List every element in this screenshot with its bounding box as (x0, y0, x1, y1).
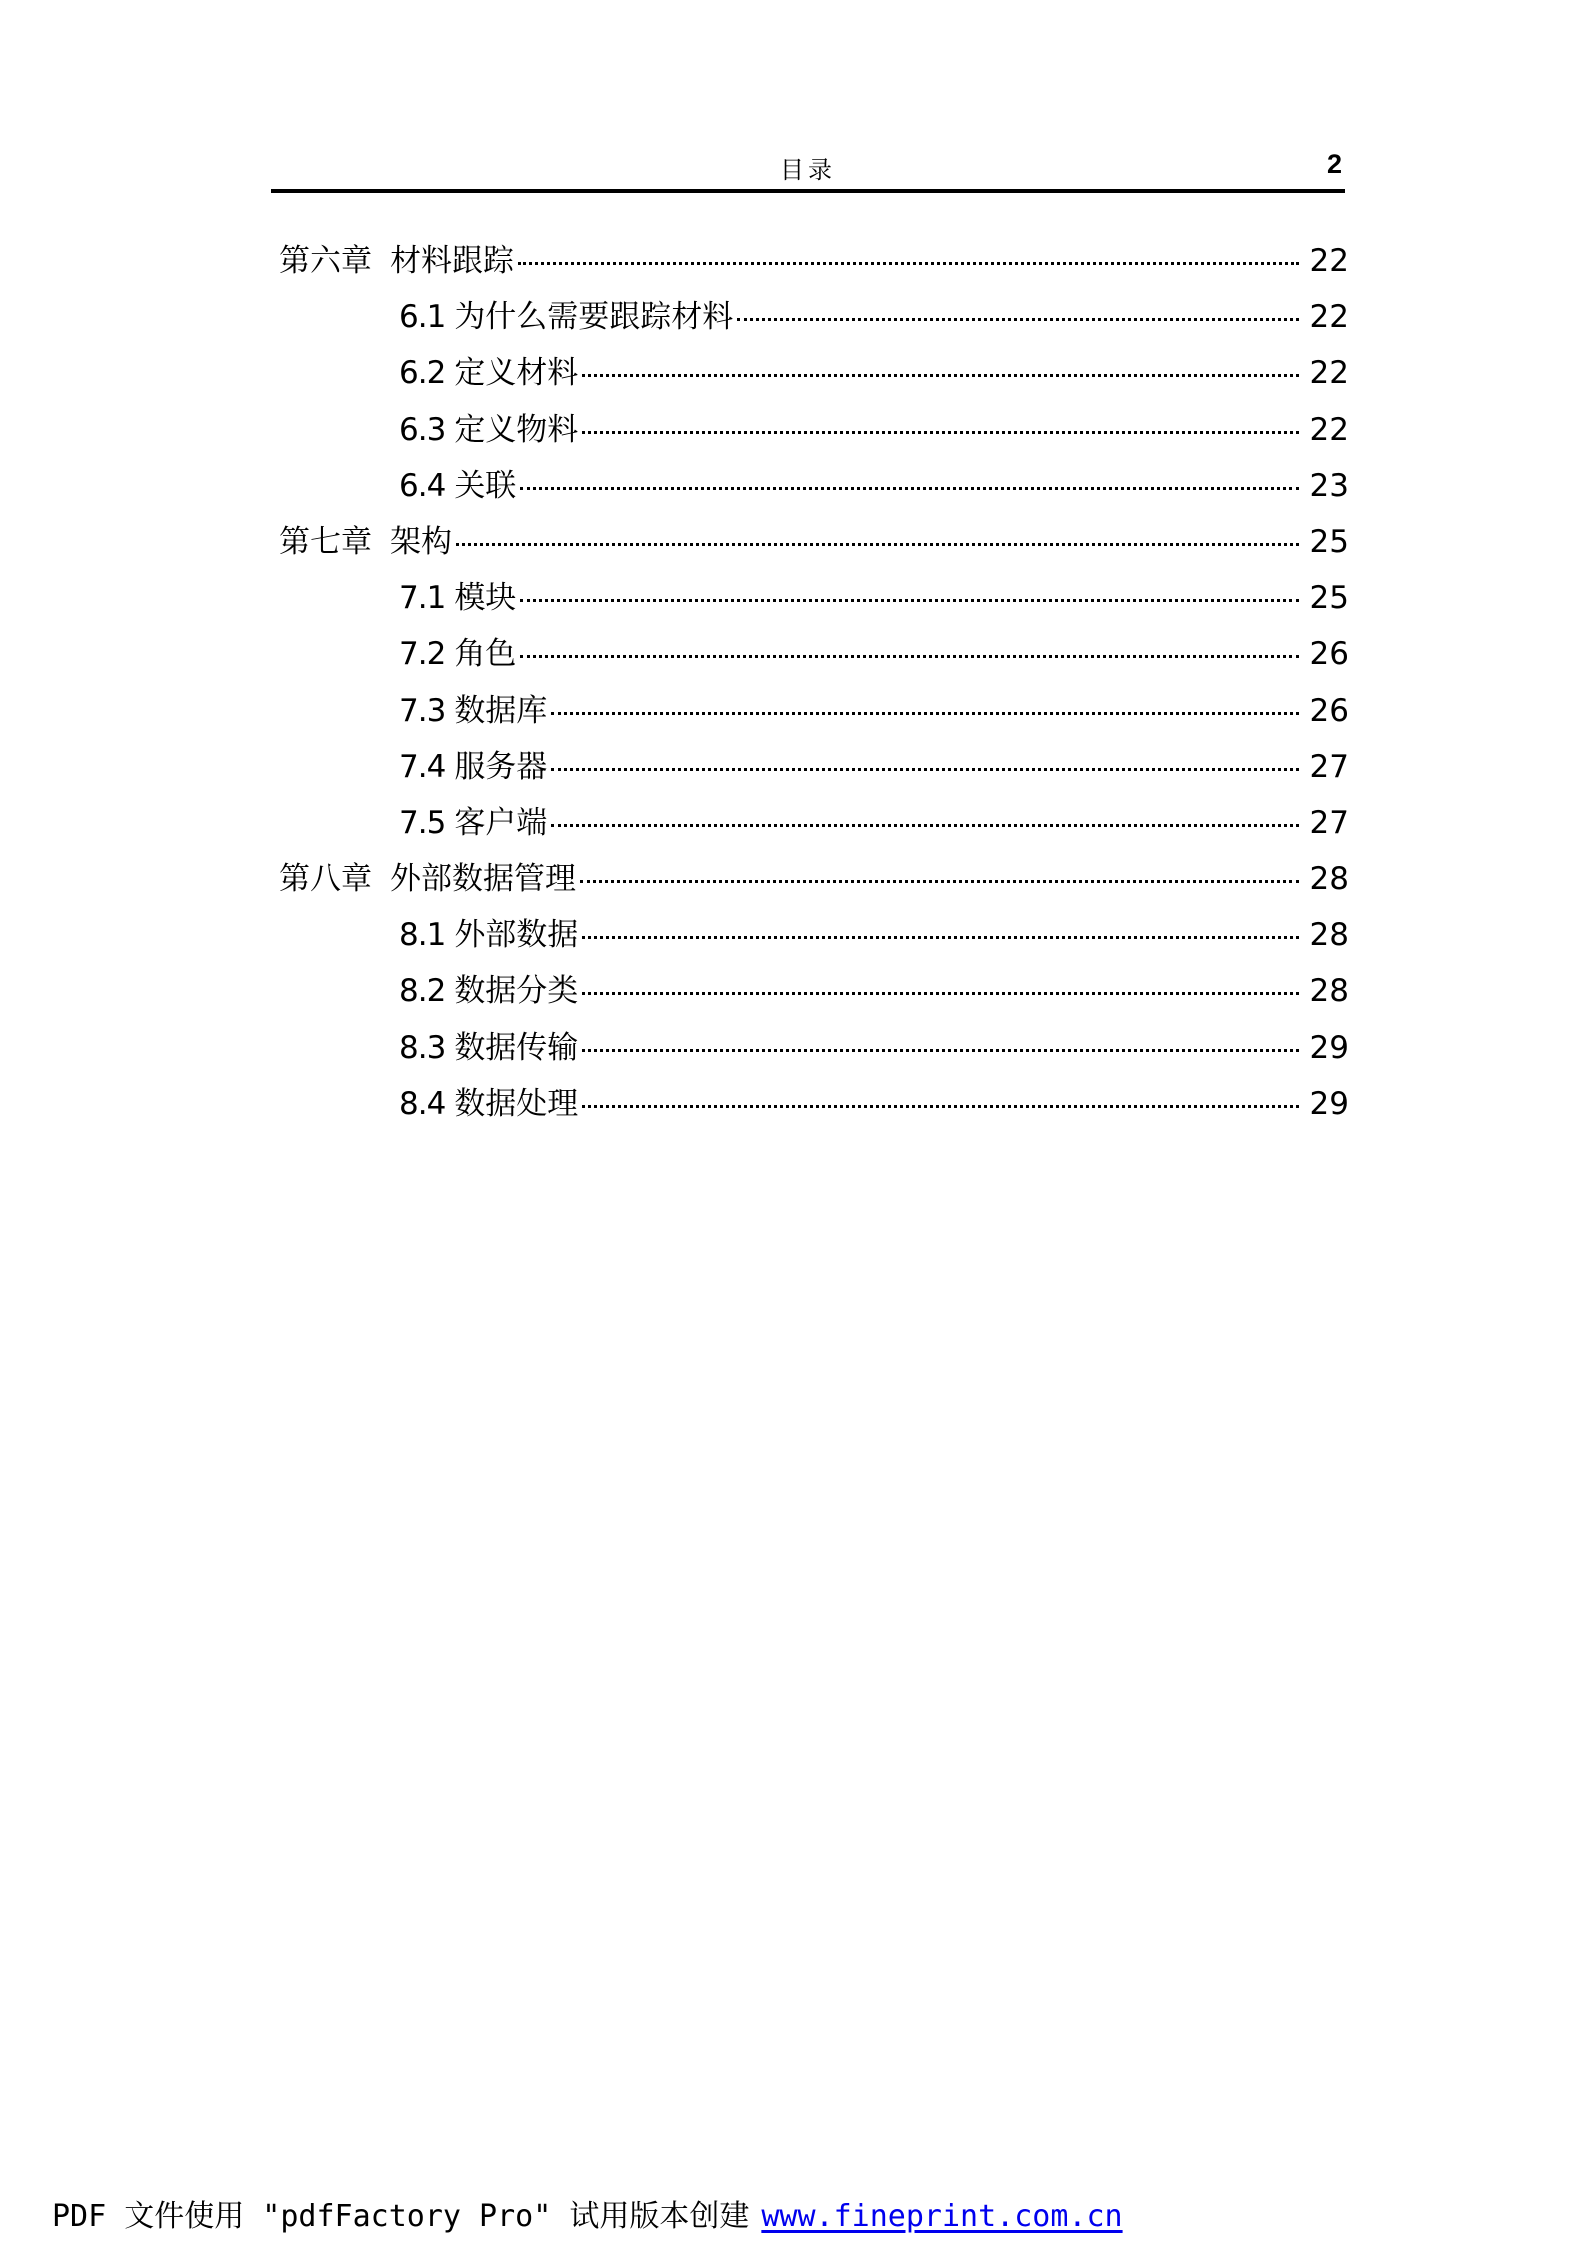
chapter-title: 架构 (390, 523, 452, 560)
toc-section-6-2[interactable] (279, 353, 1349, 409)
section-title: 角色 (454, 636, 517, 673)
toc-entry-label (279, 522, 452, 562)
toc-chapter-6[interactable] (279, 241, 1349, 297)
section-number: 8.4 (399, 1085, 446, 1122)
section-number: 7.1 (399, 580, 446, 617)
toc-page-number: 27 (1309, 804, 1349, 841)
toc-section-7-1[interactable] (279, 578, 1349, 634)
section-number: 8.2 (399, 973, 446, 1010)
toc-page-number: 22 (1309, 243, 1349, 279)
section-title: 定义材料 (454, 355, 579, 392)
section-title: 数据处理 (454, 1085, 579, 1122)
toc-page-number: 29 (1309, 1029, 1349, 1066)
section-number: 7.5 (399, 804, 446, 841)
dot-leader (520, 599, 1299, 602)
section-number: 7.4 (399, 748, 446, 785)
chapter-prefix: 第六章 (279, 243, 372, 279)
dot-leader (518, 262, 1299, 265)
section-number: 7.3 (399, 692, 446, 729)
section-title: 外部数据 (454, 917, 579, 954)
section-title: 数据传输 (454, 1029, 579, 1066)
toc-section-8-4[interactable] (279, 1084, 1349, 1140)
toc-page-number: 28 (1309, 973, 1349, 1010)
section-title: 为什么需要跟踪材料 (454, 299, 734, 336)
header-title: 目录 (780, 156, 836, 184)
dot-leader (520, 487, 1299, 490)
fineprint-link[interactable]: www.fineprint.com.cn (761, 2199, 1123, 2234)
dot-leader (737, 318, 1299, 321)
toc-chapter-8[interactable] (279, 859, 1349, 915)
toc-section-6-3[interactable] (279, 410, 1349, 466)
chapter-prefix: 第七章 (279, 523, 372, 560)
section-number: 6.1 (399, 299, 446, 336)
watermark-text: PDF 文件使用 "pdfFactory Pro" 试用版本创建 (52, 2199, 750, 2234)
dot-leader (582, 992, 1299, 995)
toc-section-8-1[interactable] (279, 915, 1349, 971)
toc-section-7-3[interactable] (279, 691, 1349, 747)
dot-leader (456, 543, 1299, 546)
toc-page-number: 26 (1309, 636, 1349, 673)
toc-page-number: 25 (1309, 580, 1349, 617)
table-of-contents (279, 241, 1349, 1140)
toc-page-number: 22 (1309, 299, 1349, 336)
page-header (271, 140, 1345, 190)
section-number: 8.1 (399, 917, 446, 954)
toc-section-7-4[interactable] (279, 747, 1349, 803)
toc-page-number: 22 (1309, 355, 1349, 392)
section-title: 服务器 (454, 748, 548, 785)
toc-section-7-5[interactable] (279, 803, 1349, 859)
toc-page-number: 28 (1309, 917, 1349, 954)
section-number: 8.3 (399, 1029, 446, 1066)
dot-leader (582, 1049, 1299, 1052)
dot-leader (582, 1105, 1299, 1108)
toc-page-number: 23 (1309, 467, 1349, 504)
toc-page-number: 26 (1309, 692, 1349, 729)
pdf-watermark-footer (52, 2191, 1123, 2235)
toc-chapter-7[interactable] (279, 522, 1349, 578)
dot-leader (582, 431, 1299, 434)
toc-section-6-4[interactable] (279, 466, 1349, 522)
section-number: 7.2 (399, 636, 446, 673)
section-number: 6.2 (399, 355, 446, 392)
dot-leader (520, 655, 1299, 658)
toc-page-number: 29 (1309, 1085, 1349, 1122)
dot-leader (551, 768, 1299, 771)
header-divider (271, 189, 1345, 193)
toc-page-number: 25 (1309, 523, 1349, 560)
toc-entry-label (279, 859, 576, 899)
toc-page-number: 27 (1309, 748, 1349, 785)
dot-leader (551, 824, 1299, 827)
chapter-title: 外部数据管理 (390, 861, 576, 898)
section-number: 6.4 (399, 467, 446, 504)
toc-section-7-2[interactable] (279, 634, 1349, 690)
toc-section-6-1[interactable] (279, 297, 1349, 353)
toc-section-8-2[interactable] (279, 971, 1349, 1027)
section-number: 6.3 (399, 411, 446, 448)
toc-section-8-3[interactable] (279, 1028, 1349, 1084)
section-title: 客户端 (454, 804, 548, 841)
section-title: 数据库 (454, 692, 548, 729)
dot-leader (582, 936, 1299, 939)
toc-page-number: 22 (1309, 411, 1349, 448)
section-title: 定义物料 (454, 411, 579, 448)
dot-leader (580, 880, 1299, 883)
toc-entry-label (279, 241, 514, 281)
section-title: 关联 (454, 467, 517, 504)
chapter-title: 材料跟踪 (390, 243, 514, 279)
dot-leader (582, 374, 1299, 377)
header-page-number: 2 (1326, 149, 1342, 179)
section-title: 模块 (454, 580, 517, 617)
toc-page-number: 28 (1309, 861, 1349, 898)
dot-leader (551, 712, 1299, 715)
chapter-prefix: 第八章 (279, 861, 372, 898)
section-title: 数据分类 (454, 973, 579, 1010)
